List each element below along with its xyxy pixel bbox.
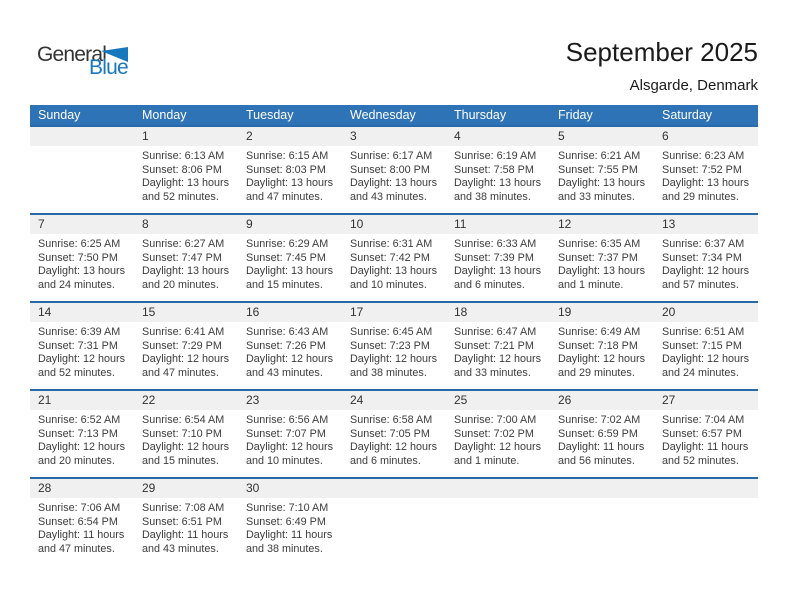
day-number-band <box>238 479 342 498</box>
sunset-text: Sunset: 8:00 PM <box>350 163 430 176</box>
day-cell <box>134 302 238 390</box>
day-number: 13 <box>662 217 676 231</box>
weekday-header-sunday: Sunday <box>30 105 134 126</box>
day-details <box>238 234 342 292</box>
weekday-header-thursday: Thursday <box>446 105 550 126</box>
daylight-text: Daylight: 13 hours <box>38 265 126 278</box>
sunrise-text: Sunrise: 6:58 AM <box>350 414 433 426</box>
day-details <box>550 410 654 468</box>
daylight-text: Daylight: 13 hours <box>350 177 438 190</box>
day-number-band <box>134 303 238 322</box>
daylight-text-continued: and 43 minutes. <box>142 542 219 555</box>
day-number: 28 <box>38 481 52 495</box>
weekday-header-friday: Friday <box>550 105 654 126</box>
day-details <box>30 410 134 468</box>
sunset-text: Sunset: 7:45 PM <box>246 251 326 264</box>
day-number: 20 <box>662 305 676 319</box>
sunrise-text: Sunrise: 6:13 AM <box>142 150 225 162</box>
day-details <box>342 146 446 204</box>
day-number: 5 <box>558 129 565 143</box>
daylight-text: Daylight: 11 hours <box>142 529 229 542</box>
daylight-text-continued: and 29 minutes. <box>662 190 739 203</box>
day-cell <box>654 390 758 478</box>
daylight-text-continued: and 52 minutes. <box>38 366 115 379</box>
week-row <box>30 478 758 566</box>
day-number: 21 <box>38 393 52 407</box>
day-details <box>30 234 134 292</box>
day-cell <box>550 214 654 302</box>
daylight-text: Daylight: 12 hours <box>142 353 230 366</box>
day-number-band <box>134 127 238 146</box>
daylight-text: Daylight: 12 hours <box>662 353 750 366</box>
day-number: 22 <box>142 393 156 407</box>
week-row <box>30 390 758 478</box>
day-cell <box>30 478 134 566</box>
sunset-text: Sunset: 7:34 PM <box>662 251 742 264</box>
daylight-text-continued: and 38 minutes. <box>246 542 323 555</box>
page-title: September 2025 <box>565 37 758 67</box>
daylight-text: Daylight: 12 hours <box>246 353 334 366</box>
day-cell <box>550 478 654 566</box>
general-blue-logo <box>30 38 160 83</box>
day-number-band <box>446 215 550 234</box>
daylight-text: Daylight: 11 hours <box>662 441 749 454</box>
sunrise-text: Sunrise: 6:45 AM <box>350 326 433 338</box>
daylight-text-continued: and 15 minutes. <box>142 454 219 467</box>
sunset-text: Sunset: 7:55 PM <box>558 163 638 176</box>
day-number-band <box>30 479 134 498</box>
sunset-text: Sunset: 7:52 PM <box>662 163 742 176</box>
day-cell <box>134 214 238 302</box>
daylight-text: Daylight: 12 hours <box>246 441 334 454</box>
day-number-band <box>342 303 446 322</box>
day-cell <box>446 478 550 566</box>
day-number-band <box>446 479 550 498</box>
daylight-text: Daylight: 11 hours <box>38 529 125 542</box>
sunset-text: Sunset: 7:50 PM <box>38 251 118 264</box>
day-details <box>238 146 342 204</box>
daylight-text-continued: and 33 minutes. <box>558 190 635 203</box>
daylight-text: Daylight: 12 hours <box>38 441 126 454</box>
daylight-text-continued: and 47 minutes. <box>142 366 219 379</box>
sunset-text: Sunset: 7:29 PM <box>142 339 222 352</box>
daylight-text-continued: and 52 minutes. <box>142 190 219 203</box>
sunrise-text: Sunrise: 6:15 AM <box>246 150 329 162</box>
day-number-band <box>30 215 134 234</box>
day-number-band <box>550 303 654 322</box>
calendar-body <box>30 126 758 566</box>
day-details <box>550 146 654 204</box>
daylight-text: Daylight: 13 hours <box>558 177 646 190</box>
day-number-band <box>342 391 446 410</box>
sunrise-text: Sunrise: 7:00 AM <box>454 414 537 426</box>
day-number: 16 <box>246 305 260 319</box>
day-cell <box>342 214 446 302</box>
weekday-header-row <box>30 105 758 126</box>
sunset-text: Sunset: 7:31 PM <box>38 339 118 352</box>
daylight-text: Daylight: 12 hours <box>662 265 750 278</box>
day-number-band <box>446 303 550 322</box>
daylight-text: Daylight: 13 hours <box>246 177 334 190</box>
daylight-text: Daylight: 12 hours <box>350 353 438 366</box>
day-cell <box>654 302 758 390</box>
daylight-text-continued: and 6 minutes. <box>350 454 421 467</box>
daylight-text-continued: and 15 minutes. <box>246 278 323 291</box>
sunset-text: Sunset: 7:13 PM <box>38 427 118 440</box>
day-cell <box>446 214 550 302</box>
day-cell <box>654 478 758 566</box>
sunset-text: Sunset: 7:10 PM <box>142 427 222 440</box>
day-cell <box>238 126 342 214</box>
daylight-text-continued: and 57 minutes. <box>662 278 739 291</box>
daylight-text-continued: and 38 minutes. <box>350 366 427 379</box>
daylight-text: Daylight: 12 hours <box>142 441 230 454</box>
day-number-band <box>342 127 446 146</box>
day-number: 4 <box>454 129 461 143</box>
day-details <box>550 234 654 292</box>
day-number: 19 <box>558 305 572 319</box>
day-number-band <box>342 215 446 234</box>
day-details <box>134 322 238 380</box>
daylight-text: Daylight: 13 hours <box>662 177 750 190</box>
sunrise-text: Sunrise: 6:39 AM <box>38 326 121 338</box>
day-cell <box>238 214 342 302</box>
logo-text-blue: Blue <box>89 56 128 79</box>
daylight-text: Daylight: 12 hours <box>454 353 542 366</box>
day-details <box>238 498 342 556</box>
sunrise-text: Sunrise: 7:08 AM <box>142 502 225 514</box>
day-number-band <box>30 127 134 146</box>
sunrise-text: Sunrise: 6:29 AM <box>246 238 329 250</box>
day-number-band <box>134 391 238 410</box>
week-row <box>30 126 758 214</box>
day-details <box>342 234 446 292</box>
day-cell <box>134 390 238 478</box>
logo-text-general: General <box>37 43 107 66</box>
weekday-header-monday: Monday <box>134 105 238 126</box>
day-details <box>342 322 446 380</box>
day-number-band <box>238 391 342 410</box>
day-cell <box>134 126 238 214</box>
day-details <box>654 410 758 468</box>
sunrise-text: Sunrise: 6:52 AM <box>38 414 121 426</box>
day-number: 2 <box>246 129 253 143</box>
day-number: 29 <box>142 481 156 495</box>
day-number-band <box>238 303 342 322</box>
day-number: 14 <box>38 305 52 319</box>
daylight-text-continued: and 52 minutes. <box>662 454 739 467</box>
day-cell <box>238 390 342 478</box>
daylight-text-continued: and 20 minutes. <box>38 454 115 467</box>
daylight-text: Daylight: 12 hours <box>454 441 542 454</box>
day-cell <box>446 126 550 214</box>
sunset-text: Sunset: 8:03 PM <box>246 163 326 176</box>
daylight-text: Daylight: 13 hours <box>350 265 438 278</box>
sunset-text: Sunset: 7:05 PM <box>350 427 430 440</box>
day-number-band <box>654 391 758 410</box>
day-cell <box>654 214 758 302</box>
day-details <box>654 234 758 292</box>
daylight-text: Daylight: 13 hours <box>454 177 542 190</box>
day-cell <box>550 126 654 214</box>
day-number-band <box>342 479 446 498</box>
sunrise-text: Sunrise: 7:04 AM <box>662 414 745 426</box>
day-details <box>550 322 654 380</box>
day-details <box>446 146 550 204</box>
day-number: 12 <box>558 217 572 231</box>
sunrise-text: Sunrise: 6:47 AM <box>454 326 537 338</box>
sunset-text: Sunset: 7:37 PM <box>558 251 638 264</box>
day-number: 3 <box>350 129 357 143</box>
day-number: 1 <box>142 129 149 143</box>
day-cell <box>134 478 238 566</box>
daylight-text: Daylight: 12 hours <box>350 441 438 454</box>
daylight-text-continued: and 43 minutes. <box>246 366 323 379</box>
day-details <box>654 146 758 204</box>
sunset-text: Sunset: 7:47 PM <box>142 251 222 264</box>
day-number-band <box>654 303 758 322</box>
daylight-text: Daylight: 13 hours <box>454 265 542 278</box>
daylight-text: Daylight: 13 hours <box>246 265 334 278</box>
day-number: 11 <box>454 217 467 231</box>
day-cell <box>30 126 134 214</box>
day-number: 7 <box>38 217 45 231</box>
daylight-text-continued: and 20 minutes. <box>142 278 219 291</box>
daylight-text-continued: and 1 minute. <box>454 454 520 467</box>
sunset-text: Sunset: 6:51 PM <box>142 515 222 528</box>
day-details <box>654 322 758 380</box>
daylight-text-continued: and 43 minutes. <box>350 190 427 203</box>
sunrise-text: Sunrise: 6:33 AM <box>454 238 537 250</box>
day-number-band <box>446 391 550 410</box>
daylight-text-continued: and 47 minutes. <box>38 542 115 555</box>
daylight-text-continued: and 24 minutes. <box>38 278 115 291</box>
day-cell <box>30 390 134 478</box>
day-details <box>446 234 550 292</box>
sunrise-text: Sunrise: 6:54 AM <box>142 414 225 426</box>
day-number: 18 <box>454 305 468 319</box>
sunset-text: Sunset: 7:07 PM <box>246 427 326 440</box>
daylight-text-continued: and 33 minutes. <box>454 366 531 379</box>
page-subtitle: Alsgarde, Denmark <box>629 77 758 94</box>
daylight-text: Daylight: 11 hours <box>246 529 333 542</box>
weekday-header-saturday: Saturday <box>654 105 758 126</box>
day-details <box>134 146 238 204</box>
sunset-text: Sunset: 7:42 PM <box>350 251 430 264</box>
day-number: 6 <box>662 129 669 143</box>
day-number-band <box>238 127 342 146</box>
day-number-band <box>134 215 238 234</box>
sunrise-text: Sunrise: 7:06 AM <box>38 502 121 514</box>
day-number: 8 <box>142 217 149 231</box>
day-cell <box>654 126 758 214</box>
sunrise-text: Sunrise: 6:31 AM <box>350 238 433 250</box>
day-cell <box>238 302 342 390</box>
daylight-text-continued: and 29 minutes. <box>558 366 635 379</box>
daylight-text-continued: and 6 minutes. <box>454 278 525 291</box>
day-details <box>30 322 134 380</box>
sunset-text: Sunset: 7:23 PM <box>350 339 430 352</box>
sunset-text: Sunset: 7:39 PM <box>454 251 534 264</box>
daylight-text-continued: and 56 minutes. <box>558 454 635 467</box>
sunrise-text: Sunrise: 6:23 AM <box>662 150 745 162</box>
day-number: 17 <box>350 305 364 319</box>
day-cell <box>446 302 550 390</box>
daylight-text-continued: and 38 minutes. <box>454 190 531 203</box>
daylight-text-continued: and 24 minutes. <box>662 366 739 379</box>
day-number-band <box>654 127 758 146</box>
day-number-band <box>550 127 654 146</box>
day-number-band <box>654 215 758 234</box>
calendar-table <box>30 105 758 566</box>
sunset-text: Sunset: 7:58 PM <box>454 163 534 176</box>
sunset-text: Sunset: 7:26 PM <box>246 339 326 352</box>
day-details <box>238 410 342 468</box>
day-number: 30 <box>246 481 260 495</box>
sunrise-text: Sunrise: 6:49 AM <box>558 326 641 338</box>
sunset-text: Sunset: 7:15 PM <box>662 339 742 352</box>
day-number: 15 <box>142 305 156 319</box>
sunset-text: Sunset: 7:21 PM <box>454 339 534 352</box>
weekday-header-wednesday: Wednesday <box>342 105 446 126</box>
sunset-text: Sunset: 7:18 PM <box>558 339 638 352</box>
day-number: 25 <box>454 393 468 407</box>
day-details <box>446 410 550 468</box>
day-number-band <box>654 479 758 498</box>
day-cell <box>446 390 550 478</box>
sunrise-text: Sunrise: 7:10 AM <box>246 502 329 514</box>
day-cell <box>30 302 134 390</box>
sunrise-text: Sunrise: 6:51 AM <box>662 326 745 338</box>
sunset-text: Sunset: 6:57 PM <box>662 427 742 440</box>
day-cell <box>550 302 654 390</box>
day-number-band <box>550 215 654 234</box>
day-cell <box>342 390 446 478</box>
daylight-text: Daylight: 11 hours <box>558 441 645 454</box>
week-row <box>30 214 758 302</box>
daylight-text: Daylight: 13 hours <box>142 265 230 278</box>
sunset-text: Sunset: 7:02 PM <box>454 427 534 440</box>
sunrise-text: Sunrise: 6:19 AM <box>454 150 537 162</box>
sunrise-text: Sunrise: 6:41 AM <box>142 326 225 338</box>
day-number-band <box>550 479 654 498</box>
day-details <box>134 498 238 556</box>
sunrise-text: Sunrise: 6:35 AM <box>558 238 641 250</box>
day-details <box>30 498 134 556</box>
day-number-band <box>30 391 134 410</box>
day-cell <box>342 126 446 214</box>
sunrise-text: Sunrise: 6:21 AM <box>558 150 641 162</box>
day-cell <box>342 302 446 390</box>
day-details <box>342 410 446 468</box>
sunrise-text: Sunrise: 6:27 AM <box>142 238 225 250</box>
sunset-text: Sunset: 6:59 PM <box>558 427 638 440</box>
day-cell <box>342 478 446 566</box>
sunrise-text: Sunrise: 6:25 AM <box>38 238 121 250</box>
day-number-band <box>446 127 550 146</box>
day-number: 10 <box>350 217 364 231</box>
day-cell <box>550 390 654 478</box>
sunrise-text: Sunrise: 6:17 AM <box>350 150 433 162</box>
daylight-text: Daylight: 13 hours <box>558 265 646 278</box>
week-row <box>30 302 758 390</box>
day-number-band <box>238 215 342 234</box>
day-details <box>134 410 238 468</box>
day-number: 27 <box>662 393 676 407</box>
daylight-text-continued: and 10 minutes. <box>246 454 323 467</box>
daylight-text-continued: and 10 minutes. <box>350 278 427 291</box>
sunset-text: Sunset: 6:49 PM <box>246 515 326 528</box>
day-number: 23 <box>246 393 260 407</box>
day-details <box>238 322 342 380</box>
sunset-text: Sunset: 8:06 PM <box>142 163 222 176</box>
sunrise-text: Sunrise: 6:56 AM <box>246 414 329 426</box>
day-details <box>446 322 550 380</box>
sunrise-text: Sunrise: 7:02 AM <box>558 414 641 426</box>
daylight-text: Daylight: 12 hours <box>38 353 126 366</box>
day-number-band <box>550 391 654 410</box>
day-cell <box>238 478 342 566</box>
daylight-text-continued: and 47 minutes. <box>246 190 323 203</box>
day-number: 9 <box>246 217 253 231</box>
day-number: 24 <box>350 393 364 407</box>
daylight-text-continued: and 1 minute. <box>558 278 624 291</box>
daylight-text: Daylight: 13 hours <box>142 177 230 190</box>
weekday-header-tuesday: Tuesday <box>238 105 342 126</box>
day-number: 26 <box>558 393 572 407</box>
day-number-band <box>30 303 134 322</box>
sunrise-text: Sunrise: 6:37 AM <box>662 238 745 250</box>
daylight-text: Daylight: 12 hours <box>558 353 646 366</box>
sunrise-text: Sunrise: 6:43 AM <box>246 326 329 338</box>
day-number-band <box>134 479 238 498</box>
day-cell <box>30 214 134 302</box>
day-details <box>134 234 238 292</box>
sunset-text: Sunset: 6:54 PM <box>38 515 118 528</box>
